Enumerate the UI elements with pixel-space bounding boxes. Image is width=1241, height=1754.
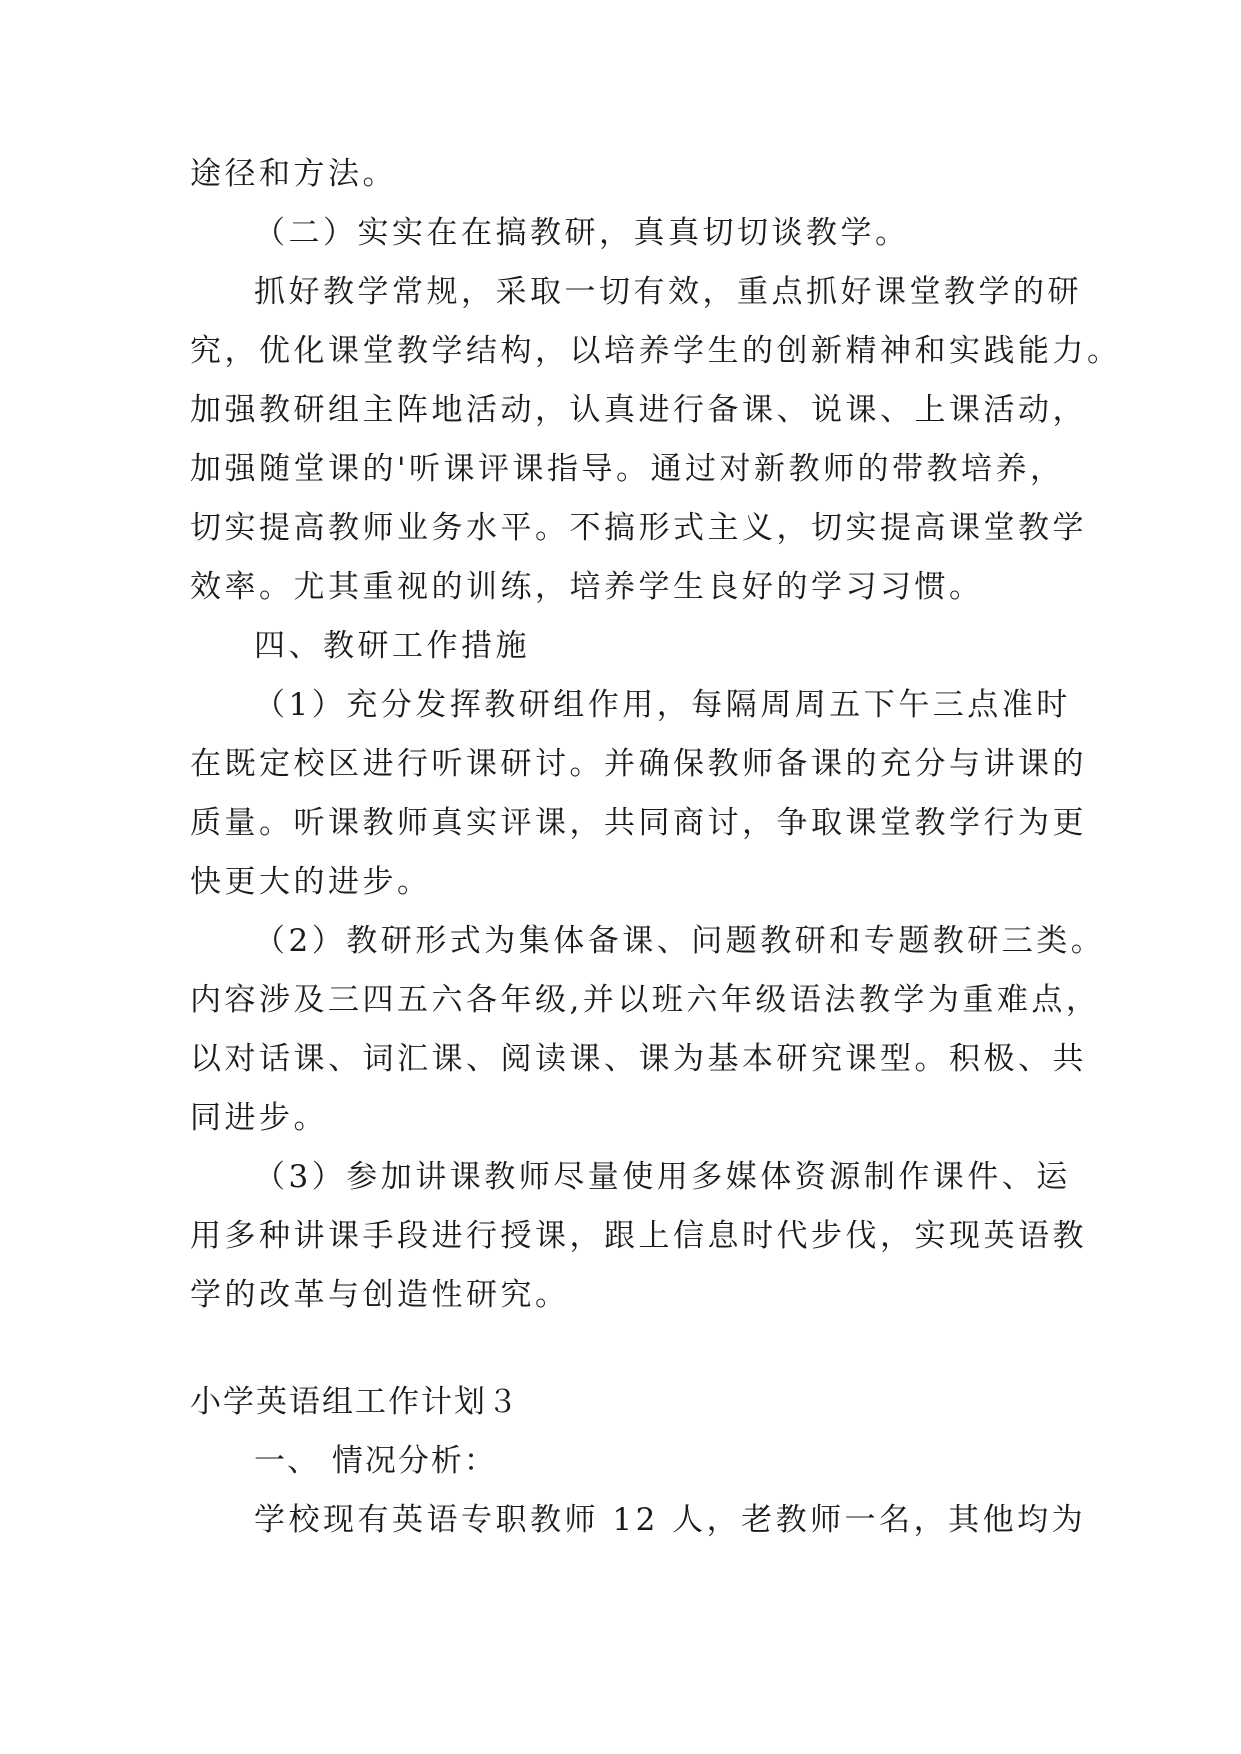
text-line: 质量。听课教师真实评课，共同商讨，争取课堂教学行为更 <box>190 805 1087 841</box>
text-line: 加强教研组主阵地活动，认真进行备课、说课、上课活动， <box>190 392 1087 428</box>
text-line: 在既定校区进行听课研讨。并确保教师备课的充分与讲课的 <box>190 746 1087 782</box>
text-line: 同进步。 <box>190 1100 328 1136</box>
text-line: 抓好教学常规，采取一切有效，重点抓好课堂教学的研 <box>254 274 1082 310</box>
text-line: 以对话课、词汇课、阅读课、课为基本研究课型。积极、共 <box>190 1041 1087 1077</box>
text-line: 学的改革与创造性研究。 <box>190 1277 570 1313</box>
text-line: 学校现有英语专职教师 12 人，老教师一名，其他均为 <box>254 1502 1087 1538</box>
text-line: 内容涉及三四五六各年级,并以班六年级语法教学为重难点， <box>190 982 1101 1018</box>
section-heading: 一、 情况分析： <box>254 1443 497 1479</box>
text-line: 途径和方法。 <box>190 156 397 192</box>
text-line: 效率。尤其重视的训练，培养学生良好的学习习惯。 <box>190 569 984 605</box>
text-line: 究，优化课堂教学结构，以培养学生的创新精神和实践能力。 <box>190 333 1122 369</box>
text-line: （2）教研形式为集体备课、问题教研和专题教研三类。 <box>254 923 1106 959</box>
text-line: 用多种讲课手段进行授课，跟上信息时代步伐，实现英语教 <box>190 1218 1087 1254</box>
document-title: 小学英语组工作计划３ <box>190 1384 520 1420</box>
text-line: （3）参加讲课教师尽量使用多媒体资源制作课件、运 <box>254 1159 1071 1195</box>
text-line: 切实提高教师业务水平。不搞形式主义，切实提高课堂教学 <box>190 510 1087 546</box>
section-heading: （二）实实在在搞教研，真真切切谈教学。 <box>254 215 910 251</box>
text-line: 快更大的进步。 <box>190 864 432 900</box>
text-line: （1）充分发挥教研组作用，每隔周周五下午三点准时 <box>254 687 1071 723</box>
text-line: 加强随堂课的'听课评课指导。通过对新教师的带教培养， <box>190 451 1065 487</box>
section-heading: 四、教研工作措施 <box>254 628 530 664</box>
